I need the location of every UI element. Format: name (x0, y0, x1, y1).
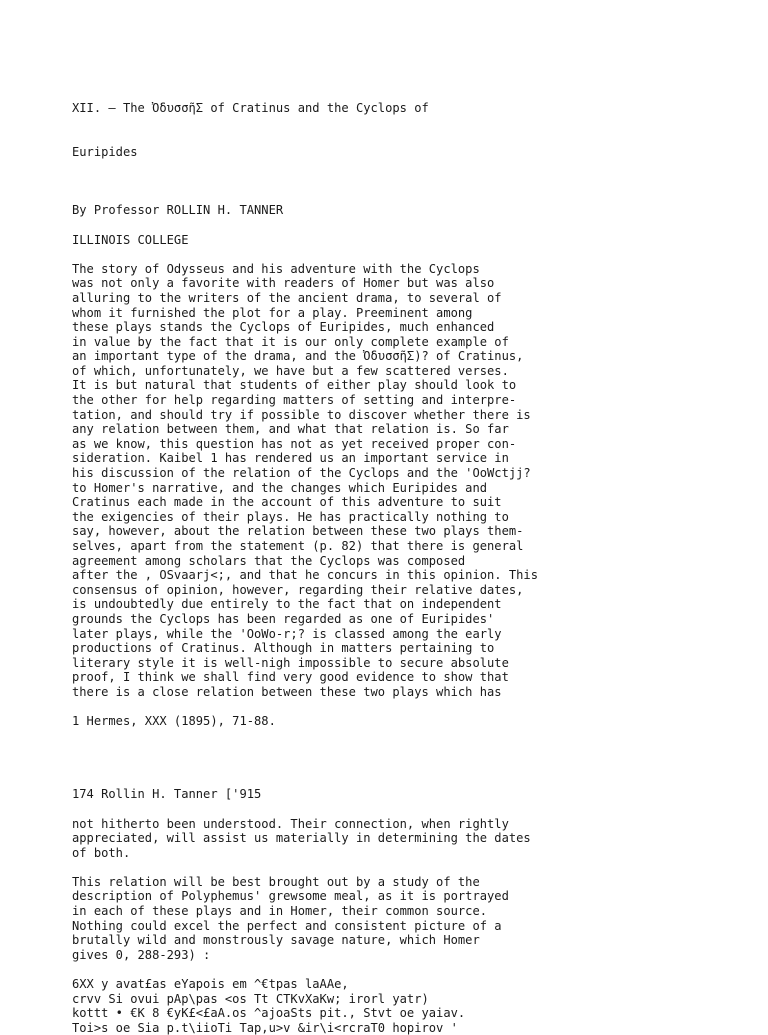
text-line: to Homer's narrative, and the changes which Euripides and (72, 480, 488, 495)
text-line: alluring to the writers of the ancient drama, to several of (72, 290, 502, 305)
affiliation: ILLINOIS COLLEGE (72, 232, 189, 247)
text-line: is undoubtedly due entirely to the fact that on independent (72, 597, 502, 612)
quote-line: Toi>s oe Sia p.t\iioTi Tap,u>v &ir\i<rcraT0 hopirov ' (72, 1020, 458, 1035)
greek-quote (72, 977, 732, 1035)
text-line: literary style it is well-nigh impossible to secure absolute (72, 655, 509, 670)
text-line: the exigencies of their plays. He has practically nothing to (72, 509, 509, 524)
text-line: as we know, this question has not as yet received proper con- (72, 436, 517, 451)
article-title (72, 72, 732, 189)
text-line: sideration. Kaibel 1 has rendered us an important service in (72, 451, 509, 466)
text-line: grounds the Cyclops has been regarded as one of Euripides' (72, 611, 495, 626)
text-line: It is but natural that students of either play should look to (72, 378, 517, 393)
title-line: XII. — The ὈδυσσῆΣ of Cratinus and the Cyclops of (72, 101, 429, 116)
text-line: selves, apart from the statement (p. 82) that there is general (72, 539, 524, 553)
text-line: of which, unfortunately, we have but a few scattered verses. (72, 363, 509, 378)
text-line: gives 0, 288-293) : (72, 947, 211, 962)
text-line: description of Polyphemus' grewsome meal, as it is portrayed (72, 889, 509, 904)
footnote: 1 Hermes, XXX (1895), 71-88. (72, 714, 276, 729)
quote-line: crvv Si ovui pAp\pas <os Tt CTKvXaKw; irorl yatr) (72, 991, 429, 1006)
text-line: later plays, while the 'OoWo-r;? is classed among the early (72, 626, 502, 641)
relation-paragraph (72, 875, 732, 963)
body-paragraph (72, 262, 732, 700)
document-page (72, 72, 732, 1035)
quote-line: 6XX y avat£as eYapois em ^€tpas laAAe, (72, 977, 349, 992)
text-line: appreciated, will assist us materially in determining the dates (72, 831, 531, 846)
text-line: the other for help regarding matters of setting and interpre- (72, 393, 517, 408)
page-break (72, 743, 732, 787)
byline: By Professor ROLLIN H. TANNER (72, 203, 284, 218)
text-line: brutally wild and monstrously savage nature, which Homer (72, 933, 480, 948)
quote-line: kottt • €K 8 €yK£<£aA.os ^ajoaSts pit., Stvt oe yaiav. (72, 1006, 466, 1021)
text-line: of both. (72, 845, 131, 860)
continuation-paragraph (72, 817, 732, 861)
text-line: in value by the fact that it is our only complete example of (72, 334, 509, 349)
text-line: in each of these plays and in Homer, their common source. (72, 904, 488, 919)
text-line: proof, I think we shall find very good evidence to show that (72, 670, 509, 685)
text-line: say, however, about the relation between these two plays them- (72, 524, 524, 539)
text-line: after the , OSvaarj<;, and that he concurs in this opinion. This (72, 568, 538, 583)
text-line: any relation between them, and what that relation is. So far (72, 422, 509, 437)
text-line: agreement among scholars that the Cyclops was composed (72, 553, 466, 568)
text-line: was not only a favorite with readers of Homer but was also (72, 276, 495, 291)
text-line: whom it furnished the plot for a play. Preeminent among (72, 305, 473, 320)
text-line: consensus of opinion, however, regarding their relative dates, (72, 582, 524, 597)
text-line: The story of Odysseus and his adventure with the Cyclops (72, 261, 480, 276)
title-line: Euripides (72, 144, 138, 159)
text-line: his discussion of the relation of the Cyclops and the 'OoWctjj? (72, 466, 531, 481)
text-line: This relation will be best brought out by a study of the (72, 874, 480, 889)
text-line: tation, and should try if possible to discover whether there is (72, 407, 531, 422)
text-line: productions of Cratinus. Although in matters pertaining to (72, 641, 495, 656)
text-line: not hitherto been understood. Their connection, when rightly (72, 816, 509, 831)
text-line: these plays stands the Cyclops of Euripides, much enhanced (72, 320, 495, 335)
text-line: Nothing could excel the perfect and consistent picture of a (72, 918, 502, 933)
page-header: 174 Rollin H. Tanner ['915 (72, 787, 262, 802)
text-line: Cratinus each made in the account of this adventure to suit (72, 495, 502, 510)
text-line: there is a close relation between these two plays which has (72, 684, 502, 699)
text-line: an important type of the drama, and the ὈδυσσῆΣ)? of Cratinus, (72, 349, 524, 364)
